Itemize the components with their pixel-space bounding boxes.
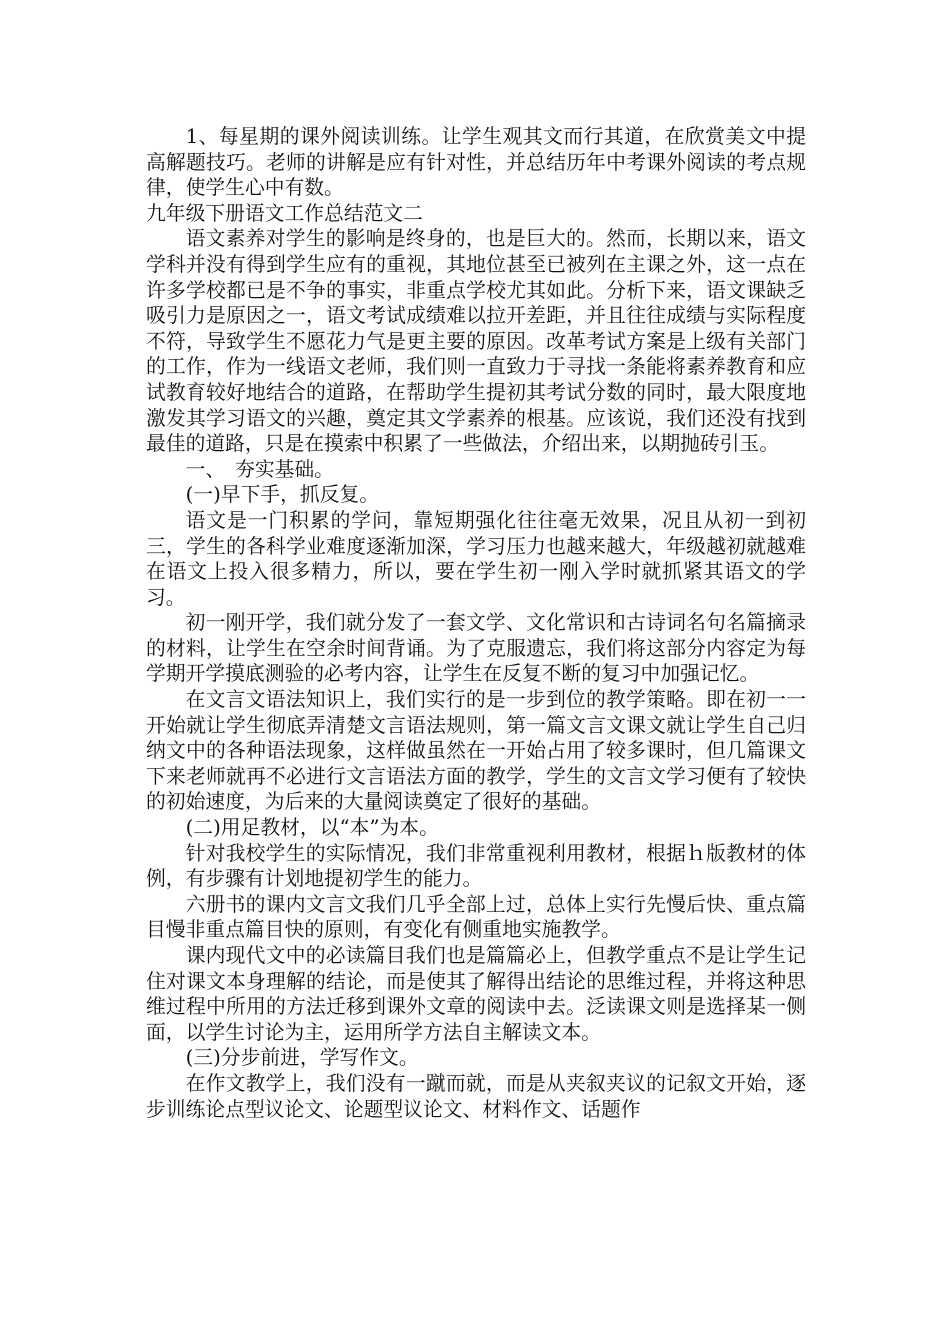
paragraph-accumulation: 语文是一门积累的学问，靠短期强化往往毫无效果，况且从初一到初三，学生的各科学业难度逐渐加深，学习压力也越来越大，年级越初就越难在语文上投入很多精力，所以，要在学生初一刚入学时就抓紧其语文的学习。 [146, 508, 806, 609]
paragraph-first-year: 初一刚开学，我们就分发了一套文学、文化常识和古诗词名句名篇摘录的材料，让学生在空余时间背诵。为了克服遗忘，我们将这部分内容定为每学期开学摸底测验的必考内容，让学生在反复不断的复习中加强记忆。 [146, 611, 806, 686]
paragraph-six-books: 六册书的课内文言文我们几乎全部上过，总体上实行先慢后快、重点篇目慢非重点篇目快的原则，有变化有侧重地实施教学。 [146, 892, 806, 942]
subheading-writing: (三)分步前进，学写作文。 [185, 1046, 419, 1070]
paragraph-intro: 语文素养对学生的影响是终身的，也是巨大的。然而，长期以来，语文学科并没有得到学生应有的重视，其地位甚至已被列在主课之外，这一点在许多学校都已是不争的事实，非重点学校尤其如此。分析下来，语文课缺乏吸引力是原因之一，语文考试成绩难以拉开差距，并且往往成绩与实际程度不符，导致学生不愿花力气是更主要的原因。改革考试方案是上级有关部门的工作，作为一线语文老师，我们则一直致力于寻找一条能将素养教育和应试教育较好地结合的道路，在帮助学生提初其考试分数的同时，最大限度地激发其学习语文的兴趣，奠定其文学素养的根基。应该说，我们还没有找到最佳的道路，只是在摸索中积累了一些做法，介绍出来，以期抛砖引玉。 [146, 227, 806, 456]
section-heading: 九年级下册语文工作总结范文二 [146, 201, 423, 225]
paragraph-modern-texts: 课内现代文中的必读篇目我们也是篇篇必上，但教学重点不是让学生记住对课文本身理解的结论，而是使其了解得出结论的思维过程，并将这种思维过程中所用的方法迁移到课外文章的阅读中去。泛读课文则是选择某一侧面，以学生讨论为主，运用所学方法自主解读文本。 [146, 944, 806, 1044]
heading-foundation: 一、 夯实基础。 [185, 457, 334, 481]
paragraph-reading-training: 1、每星期的课外阅读训练。让学生观其文而行其道，在欣赏美文中提高解题技巧。老师的讲解是应有针对性，并总结历年中考课外阅读的考点规律，使学生心中有数。 [146, 125, 806, 200]
paragraph-writing-teaching: 在作文教学上，我们没有一蹴而就，而是从夹叙夹议的记叙文开始，逐步训练论点型议论文、论题型议论文、材料作文、话题作 [146, 1071, 806, 1121]
paragraph-textbook-use: 针对我校学生的实际情况，我们非常重视利用教材，根据ｈ版教材的体例，有步骤有计划地提初学生的能力。 [146, 841, 806, 891]
subheading-early-start: (一)早下手，抓反复。 [185, 483, 380, 507]
paragraph-classical-grammar: 在文言文语法知识上，我们实行的是一步到位的教学策略。即在初一一开始就让学生彻底弄清楚文言语法规则，第一篇文言文课文就让学生自己归纳文中的各种语法现象，这样做虽然在一开始占用了较多课时，但几篇课文下来老师就再不必进行文言语法方面的教学，学生的文言文学习便有了较快的初始速度，为后来的大量阅读奠定了很好的基础。 [146, 688, 806, 814]
document-body [146, 124, 806, 1122]
subheading-textbook: (二)用足教材，以“本”为本。 [185, 816, 439, 840]
